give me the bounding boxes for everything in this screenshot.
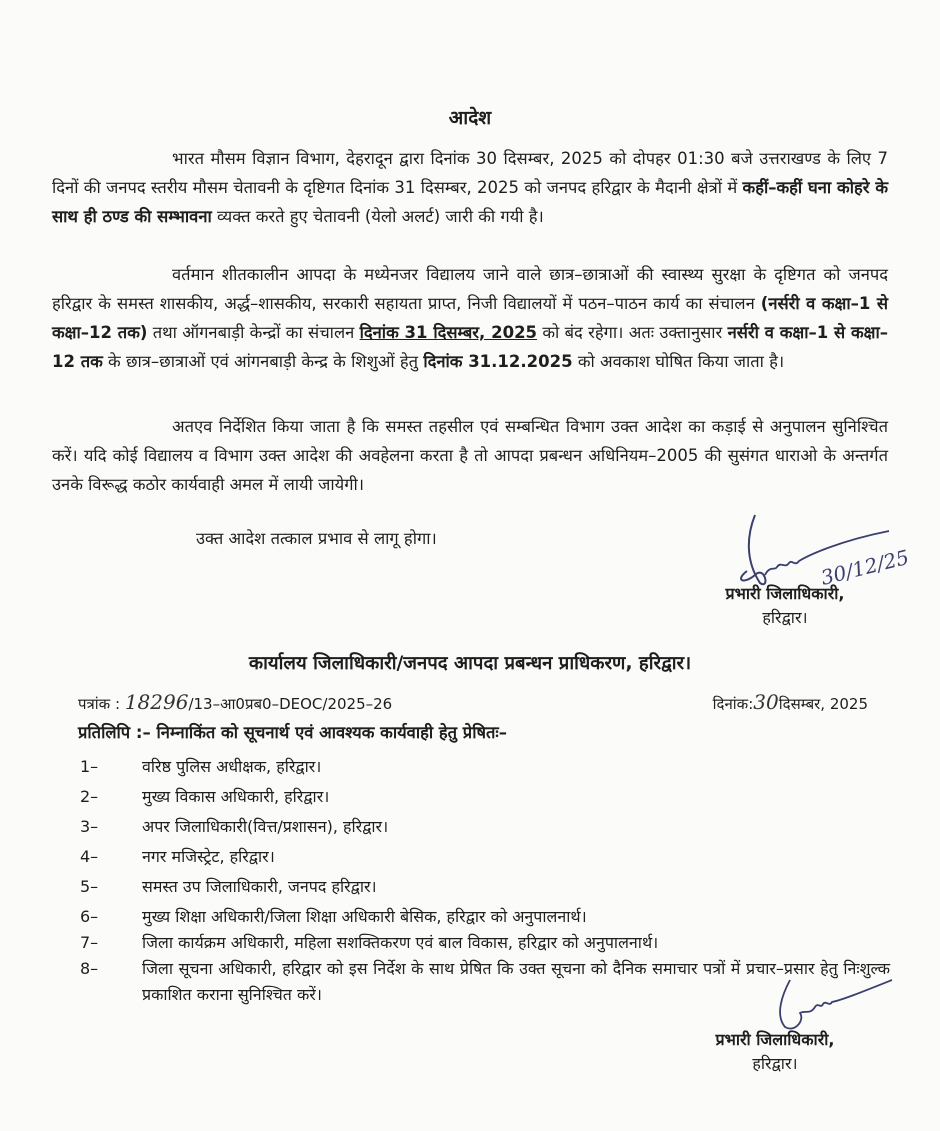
list-item: 7– जिला कार्यक्रम अधिकारी, महिला सशक्तिकरण एवं बाल विकास, हरिद्वार को अनुपालनार्थ। — [80, 933, 659, 952]
list-item: 1– वरिष्ठ पुलिस अधीक्षक, हरिद्वार। — [80, 757, 322, 776]
copy-to-list — [80, 754, 890, 1008]
list-item: 3– अपर जिलाधिकारी(वित्त/प्रशासन), हरिद्वार। — [80, 817, 389, 836]
signature-1-date: 30/12/25 — [818, 544, 912, 590]
emphasis-classes-2: नर्सरी व कक्षा–1 से कक्षा–12 तक — [52, 323, 889, 371]
paragraph-weather-warning: भारत मौसम विज्ञान विभाग, देहरादून द्वारा दिनांक 30 दिसम्बर, 2025 को दोपहर 01:30 बजे उत्तराखण्ड के लिए 7 दिनों की जनपद स्तरीय मौसम चेतावनी के दृष्टिगत दिनांक 31 दिसम्बर, 2025 को जनपद हरिद्वार के मैदानी क्षेत्रों में कहीं–कहीं घना कोहरे के साथ ही ठण्ड की सम्भावना व्यक्त करते हुए चेतावनी (येलो अलर्ट) जारी की गयी है। — [52, 149, 888, 226]
signatory-place: हरिद्वार। — [762, 608, 808, 627]
handwritten-date: 30 — [753, 690, 779, 714]
list-item: 4– नगर मजिस्ट्रेट, हरिद्वार। — [80, 847, 275, 866]
emphasis-classes: (नर्सरी व कक्षा–1 से कक्षा–12 तक) — [52, 294, 888, 342]
emphasis-closure-date: दिनांक 31 दिसम्बर, 2025 — [359, 323, 538, 342]
list-item: 5– समस्त उप जिलाधिकारी, जनपद हरिद्वार। — [80, 877, 377, 896]
letter-number: पत्रांक : 18296/13–आ0प्रब0–DEOC/2025–26 — [78, 690, 393, 714]
signatory-designation: प्रभारी जिलाधिकारी, — [725, 584, 845, 603]
list-item: 2– मुख्य विकास अधिकारी, हरिद्वार। — [80, 787, 330, 806]
reference-row — [78, 690, 868, 714]
emphasis-fog-cold: कहीं–कहीं घना कोहरे के साथ ही ठण्ड की सम्भावना — [52, 178, 888, 226]
signatory-designation: प्रभारी जिलाधिकारी, — [715, 1030, 835, 1049]
paragraph-compliance: अतएव निर्देशित किया जाता है कि समस्त तहसील एवं सम्बन्धित विभाग उक्त आदेश का कड़ाई से अनुपालन सुनिश्चित करें। यदि कोई विद्यालय व विभाग उक्त आदेश की अवहेलना करता है तो आपदा प्रबन्धन अधिनियम–2005 की सुसंगत धाराओ के अन्तर्गत उनके विरूद्ध कठोर कार्यवाही अमल में लायी जायेगी। — [52, 417, 888, 494]
list-item: 6– मुख्य शिक्षा अधिकारी/जिला शिक्षा अधिकारी बेसिक, हरिद्वार को अनुपालनार्थ। — [80, 907, 587, 926]
handwritten-ref-number: 18296 — [124, 690, 189, 714]
paragraph-school-closure: वर्तमान शीतकालीन आपदा के मध्येनजर विद्यालय जाने वाले छात्र–छात्राओं की स्वास्थ्य सुरक्षा के दृष्टिगत को जनपद हरिद्वार के समस्त शासकीय, अर्द्ध–शासकीय, सरकारी सहायता प्राप्त, निजी विद्यालयों में पठन–पाठन कार्य का संचालन (नर्सरी व कक्षा–1 से कक्षा–12 तक) तथा ऑगनबाड़ी केन्द्रों का संचालन दिनांक 31 दिसम्बर, 2025 को बंद रहेगा। अतः उक्तानुसार नर्सरी व कक्षा–1 से कक्षा–12 तक के छात्र–छात्राओं एवं आंगनबाड़ी केन्द्र के शिशुओं हेतु दिनांक 31.12.2025 को अवकाश घोषित किया जाता है। — [52, 265, 889, 371]
letter-date: दिनांक:30दिसम्बर, 2025 — [712, 690, 868, 714]
emphasis-holiday-date: दिनांक 31.12.2025 — [423, 352, 573, 371]
signatory-block-1 — [690, 582, 880, 630]
signatory-block-2 — [670, 1028, 880, 1076]
paragraph-effective: उक्त आदेश तत्काल प्रभाव से लागू होगा। — [196, 529, 437, 548]
copy-to-heading: प्रतिलिपि :– निम्नाकिंत को सूचनार्थ एवं आवश्यक कार्यवाही हेतु प्रेषितः– — [78, 723, 507, 742]
list-item: 8– जिला सूचना अधिकारी, हरिद्वार को इस निर्देश के साथ प्रेषित कि उक्त सूचना को दैनिक समाचार पत्रों में प्रचार–प्रसार हेतु निःशुल्क प्रकाशित कराना सुनिश्चित करें। — [80, 959, 890, 1004]
office-heading: कार्यालय जिलाधिकारी/जनपद आपदा प्रबन्धन प्राधिकरण, हरिद्वार। — [248, 653, 692, 674]
signature-2 — [760, 975, 910, 1035]
document-title: आदेश — [448, 107, 492, 129]
signatory-place: हरिद्वार। — [752, 1054, 798, 1073]
